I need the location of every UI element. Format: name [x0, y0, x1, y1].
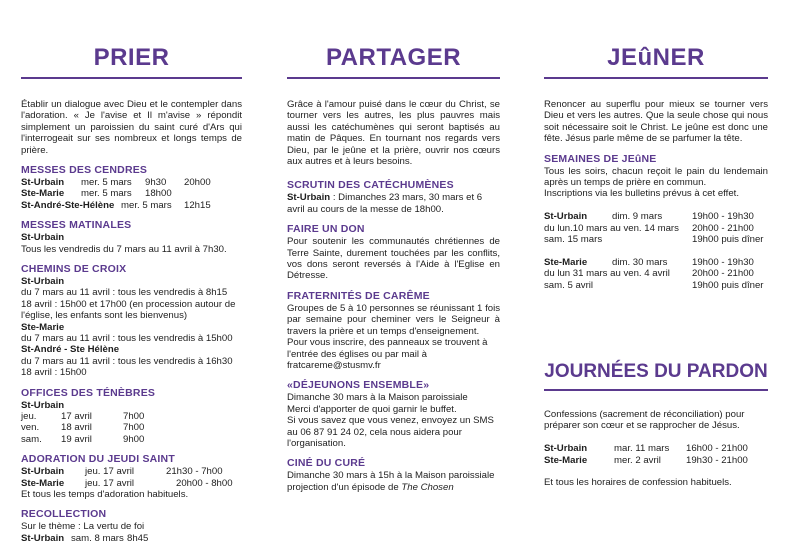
don-text: Pour soutenir les communautés chrétiennes de Terre Sainte, durement touchées par les conflits, vos dons seront reversés à l'Aide à l'Eglise en Détresse. — [287, 236, 500, 282]
fraternites-email: fratcareme@stusmv.fr — [287, 359, 381, 371]
pardon-rule — [544, 389, 768, 391]
semaines-text1: Tous les soirs, chacun reçoit le pain du lendemain après un temps de prière en commun. — [544, 165, 768, 189]
cendres-row: Ste-Marie mer. 5 mars 18h00 — [21, 188, 172, 200]
jeuner-title: JEûNER — [607, 44, 705, 71]
tenebres-row: ven. 18 avril 7h00 — [21, 422, 145, 434]
pardon-note: Et tous les horaires de confession habituels. — [544, 477, 732, 489]
croix-line: 18 avril : 15h00 et 17h00 (en procession autour de l'église, les enfants sont les bienvenus) — [21, 298, 236, 322]
jeuner-intro: Renoncer au superflu pour mieux se tourner vers Dieu et vers les autres. Que la seule chose qui nous soit nécessaire soit le Christ. Le jeûne est donc une fête. Jésus parle même de se parfumer la tête. — [544, 99, 768, 145]
adoration-title: ADORATION DU JEUDI SAINT — [21, 453, 175, 466]
pardon-row: St-Urbain mar. 11 mars 16h00 - 21h00 — [544, 443, 748, 455]
partager-title: PARTAGER — [325, 44, 462, 71]
jeune-row: Ste-Marie dim. 30 mars 19h00 - 19h30 — [544, 256, 754, 268]
scrutin-title: SCRUTIN DES CATÉCHUMÈNES — [287, 179, 454, 192]
jeune-row: du lun.10 mars au ven. 14 mars 20h00 - 21h00 — [544, 222, 754, 234]
section-pardon — [544, 360, 768, 489]
column-partager — [287, 0, 500, 493]
croix-line: 18 avril : 15h00 — [21, 367, 87, 379]
jeune-row: St-Urbain dim. 9 mars 19h00 - 19h30 — [544, 211, 754, 223]
prier-rule — [21, 77, 242, 79]
prier-title: PRIER — [93, 44, 170, 71]
croix-title: CHEMINS DE CROIX — [21, 263, 127, 276]
dejeunons-line: Dimanche 30 mars à la Maison paroissiale — [287, 392, 468, 404]
don-title: FAIRE UN DON — [287, 223, 365, 236]
matinales-text: Tous les vendredis du 7 mars au 11 avril à 7h30. — [21, 243, 227, 255]
fraternites-text2: Pour vous inscrire, des panneaux se trouvent à l'entrée des églises ou par mail à — [287, 337, 488, 360]
cine-title: CINÉ DU CURÉ — [287, 457, 366, 470]
dejeunons-title: «DÉJEUNONS ENSEMBLE» — [287, 379, 430, 392]
croix-line: du 7 mars au 11 avril : tous les vendredis à 15h00 — [21, 333, 233, 345]
fraternites-text1: Groupes de 5 à 10 personnes se réunissant 1 fois par semaine pour cheminer vers le Seigneur à travers la prière et un temps d'enseignement. — [287, 302, 500, 337]
semaines-text2: Inscriptions via les bulletins prévus à cet effet. — [544, 188, 739, 200]
dejeunons-line: Merci d'apporter de quoi garnir le buffet. — [287, 403, 457, 415]
jeune-row: sam. 5 avril 19h00 puis dîner — [544, 279, 764, 291]
dejeunons-line: Si vous savez que vous venez, envoyez un SMS au 06 87 91 24 02, cela nous aidera pour l'organisation. — [287, 415, 494, 449]
croix-line: Ste-Marie — [21, 321, 65, 333]
adoration-note: Et tous les temps d'adoration habituels. — [21, 489, 189, 501]
croix-line: St-Urbain — [21, 276, 65, 288]
adoration-row: St-Urbain jeu. 17 avril 21h30 - 7h00 — [21, 466, 223, 478]
recollection-row: St-Urbain sam. 8 mars 8h45 — [21, 532, 149, 544]
recollection-title: RECOLLECTION — [21, 508, 107, 521]
column-prier — [21, 0, 242, 544]
partager-intro: Grâce à l'amour puisé dans le cœur du Christ, se tourner vers les autres, les plus pauvres mais aussi les catéchumènes qui seront baptisés au matin de Pâques. En tournant nos regards vers Dieu, par le jeûne et la prière, ouvrir nos cœurs aux autres et à leurs besoins. — [287, 99, 500, 168]
recollection-theme: Sur le thème : La vertu de foi — [21, 521, 145, 533]
pardon-intro: Confessions (sacrement de réconciliation) pour préparer son cœur et se rapprocher de Jésus. — [544, 409, 745, 432]
tenebres-place: St-Urbain — [21, 399, 65, 411]
tenebres-row: sam. 19 avril 9h00 — [21, 433, 145, 445]
pardon-title: JOURNÉES DU PARDON — [544, 361, 768, 382]
cendres-title: MESSES DES CENDRES — [21, 164, 148, 177]
jeune-row: sam. 15 mars 19h00 puis dîner — [544, 234, 764, 246]
cendres-row: St-André-Ste-Hélène mer. 5 mars 12h15 — [21, 199, 211, 211]
column-jeuner — [544, 0, 768, 291]
tenebres-title: OFFICES DES TÉNÈBRES — [21, 386, 156, 399]
fraternites-title: FRATERNITÉS DE CARÊME — [287, 289, 430, 302]
croix-line: St-André - Ste Hélène — [21, 344, 120, 356]
partager-rule — [287, 77, 500, 79]
pardon-row: Ste-Marie mer. 2 avril 19h30 - 21h00 — [544, 454, 748, 466]
croix-line: du 7 mars au 11 avril : tous les vendredis à 8h15 — [21, 287, 228, 299]
jeune-row: du lun 31 mars au ven. 4 avril 20h00 - 21h00 — [544, 268, 754, 280]
prier-intro: Établir un dialogue avec Dieu et le contempler dans l'adoration. « Je l'avise et Il m'avise » répondit simplement un paroissien du saint curé d'Ars qui l'interrogeait sur ses nombreux et longs temps de prière. — [21, 99, 242, 156]
jeuner-rule — [544, 77, 768, 79]
cendres-row: St-Urbain mer. 5 mars 9h30 20h00 — [21, 177, 211, 189]
matinales-place: St-Urbain — [21, 232, 65, 244]
adoration-row: Ste-Marie jeu. 17 avril 20h00 - 8h00 — [21, 477, 233, 489]
matinales-title: MESSES MATINALES — [21, 219, 132, 232]
tenebres-row: jeu. 17 avril 7h00 — [21, 411, 145, 423]
scrutin-text: St-Urbain : Dimanches 23 mars, 30 mars et 6 avril au cours de la messe de 18h00. — [287, 192, 483, 215]
croix-line: du 7 mars au 11 avril : tous les vendredis à 16h30 — [21, 355, 233, 367]
cine-text: Dimanche 30 mars à 15h à la Maison paroissiale projection d'un épisode de The Chosen — [287, 470, 495, 493]
semaines-title: SEMAINES DE JEûNE — [544, 152, 657, 165]
